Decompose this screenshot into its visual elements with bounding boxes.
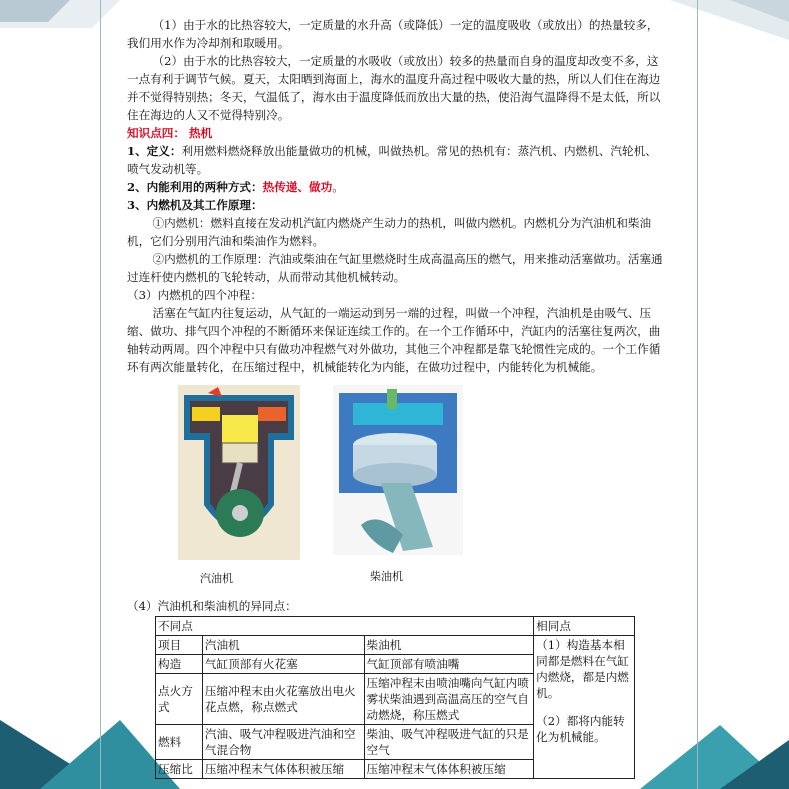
same-header: 相同点 (534, 617, 635, 636)
paragraph-ice-principle: ②内燃机的工作原理：汽油或柴油在气缸里燃烧时生成高温高压的燃气，用来推动活塞做功。活塞通过连杆使内燃机的飞轮转动，从而带动其他机械转动。 (127, 252, 663, 284)
row-diesel: 压缩冲程末气体体积被压缩 (364, 760, 534, 779)
energy-use-label: 2、内能利用的两种方式： (127, 180, 263, 194)
col-item: 项目 (156, 636, 203, 655)
comparison-title: （4）汽油机和柴油机的异同点： (127, 599, 297, 613)
row-gasoline: 气缸顶部有火花塞 (202, 655, 364, 674)
paragraph-water-climate: （2）由于水的比热容较大，一定质量的水吸收（或放出）较多的热量而自身的温度却改变不多，这一点有利于调节气候。夏天，太阳晒到海面上，海水的温度升高过程中吸收大量的热，所以人们住在海边并不觉得特别热；冬天，气温低了，海水由于温度降低而放出大量的热，使沿海气温降得不是太低，所以住在海边的人又不觉得特别冷。 (127, 54, 661, 122)
table-column-row (156, 636, 635, 655)
comparison-table (155, 616, 635, 779)
row-item: 燃料 (156, 725, 203, 760)
row-diesel: 柴油、吸气冲程吸进气缸的只是空气 (364, 725, 534, 760)
paragraph-ice-title: 3、内燃机及其工作原理： (127, 198, 263, 212)
col-gasoline: 汽油机 (202, 636, 364, 655)
energy-use-value: 热传递、做功 (262, 180, 333, 194)
col-diesel: 柴油机 (364, 636, 534, 655)
diff-header: 不同点 (156, 617, 534, 636)
gasoline-engine-figure (178, 385, 300, 560)
same-point-2: （2）都将内能转化为机械能。 (536, 714, 625, 744)
row-diesel: 压缩冲程末由喷油嘴向气缸内喷雾状柴油遇到高温高压的空气自动燃烧，称压燃式 (364, 674, 534, 725)
row-gasoline: 压缩冲程末气体体积被压缩 (202, 760, 364, 779)
row-diesel: 气缸顶部有喷油嘴 (364, 655, 534, 674)
same-points (534, 636, 635, 779)
paragraph-water-coolant: （1）由于水的比热容较大，一定质量的水升高（或降低）一定的温度吸收（或放出）的热量较多，我们用水作为冷却剂和取暖用。 (127, 18, 659, 50)
paragraph-definition (127, 142, 667, 178)
diesel-engine-caption: 柴油机 (370, 570, 403, 583)
diesel-engine-figure (333, 385, 463, 555)
section-title-heat-engine: 知识点四： 热机 (127, 126, 213, 140)
definition-label: 1、定义： (127, 144, 182, 158)
table-header-row (156, 617, 635, 636)
definition-text: 利用燃料燃烧释放出能量做功的机械，叫做热机。常见的热机有：蒸汽机、内燃机、汽轮机、喷气发动机等。 (127, 144, 657, 176)
paragraph-energy-use (127, 178, 667, 196)
paragraph-strokes-title: （3）内燃机的四个冲程： (127, 288, 262, 302)
gasoline-engine-caption: 汽油机 (200, 572, 233, 585)
document-content (127, 16, 667, 376)
paragraph-strokes-text: 活塞在气缸内往复运动，从气缸的一端运动到另一端的过程，叫做一个冲程，汽油机是由吸气、压缩、做功、排气四个冲程的不断循环来保证连续工作的。在一个工作循环中，汽缸内的活塞往复两次，曲轴转动两周。四个冲程中只有做功冲程燃气对外做功，其他三个冲程都是靠飞轮惯性完成的。一个工作循环有两次能量转化，在压缩过程中，机械能转化为内能，在做功过程中，内能转化为机械能。 (127, 306, 661, 374)
energy-use-end: 。 (332, 180, 344, 194)
row-gasoline: 压缩冲程末由火花塞放出电火花点燃，称点燃式 (202, 674, 364, 725)
same-point-1: （1）构造基本相同都是燃料在气缸内燃烧，都是内燃机。 (536, 638, 629, 700)
row-item: 压缩比 (156, 760, 203, 779)
paragraph-ice-definition: ①内燃机：燃料直接在发动机汽缸内燃烧产生动力的热机，叫做内燃机。内燃机分为汽油机和柴油机，它们分别用汽油和柴油作为燃料。 (127, 216, 652, 248)
row-gasoline: 汽油、吸气冲程吸进汽油和空气混合物 (202, 725, 364, 760)
row-item: 点火方式 (156, 674, 203, 725)
row-item: 构造 (156, 655, 203, 674)
